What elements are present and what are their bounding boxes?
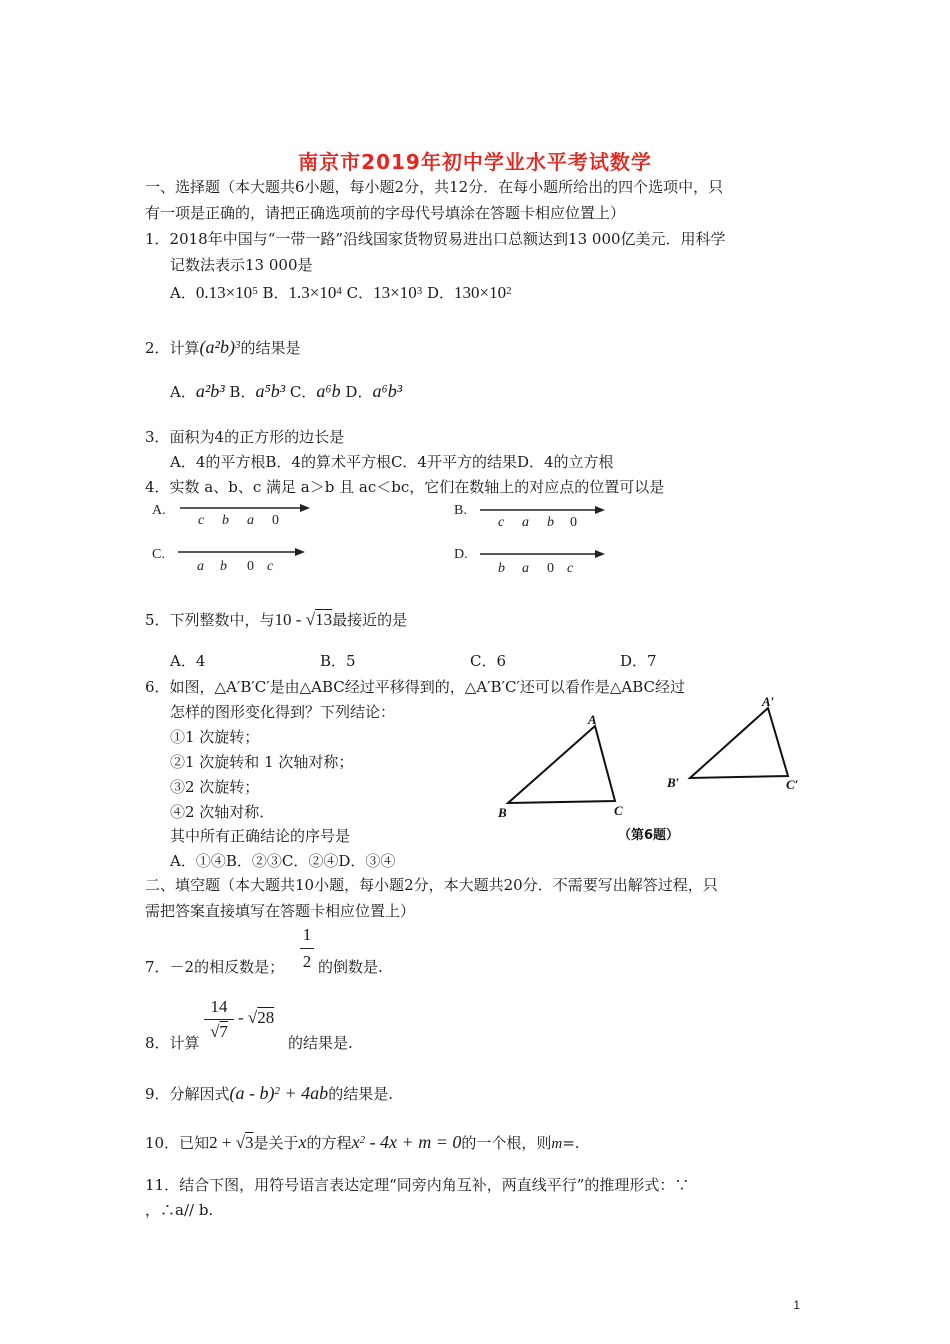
q6-conclusion: 其中所有正确结论的序号是 (170, 827, 351, 845)
page-title: 南京市2019年初中学业水平考试数学 (298, 150, 652, 174)
q2-option-b: a⁵b³ (255, 381, 286, 401)
axis-a-p2: b (222, 513, 229, 528)
axis-d-p3: 0 (547, 561, 554, 576)
section1-heading-line2: 有一项是正确的，请把正确选项前的字母代号填涂在答题卡相应位置上） (145, 204, 626, 222)
axis-a-p4: 0 (272, 513, 279, 528)
q9-expression: (a - b)$^2$ + 4ab (229, 1083, 329, 1103)
axis-c-p1: a (197, 559, 204, 574)
q8-fraction: 14 √7 (204, 996, 234, 1043)
q1-option-a: $0.13\times 10^5$ (195, 283, 258, 302)
q1-label-a: A． (170, 284, 196, 302)
triangle-abc-prime (690, 708, 788, 778)
figure-caption: （第6题） (618, 828, 680, 843)
q5-question: 5．下列整数中，与10 - √13最接近的是 (145, 610, 408, 629)
q10-question: 10．已知2 + √3是关于x的方程$x^2 - 4x + m = 0$的一个根，则m=. (145, 1132, 580, 1152)
label-b: B (498, 805, 507, 820)
label-b-prime: B′ (667, 775, 680, 790)
q4-number-lines (140, 496, 620, 580)
q8-suffix: 的结果是. (288, 1034, 353, 1052)
q6-item-3: ③2 次旋转； (170, 778, 260, 796)
q1-options (170, 282, 512, 304)
q1-option-c: $13\times 10^3$ (373, 283, 423, 302)
q10-root: 2 + √3 (209, 1133, 254, 1152)
q1-label-b: B． (262, 284, 289, 302)
axis-c-p2: b (220, 559, 227, 574)
q1-label-c: C． (346, 284, 374, 302)
q1-line2: 记数法表示13 000是 (170, 256, 313, 274)
q6-line1: 6．如图，△A′B′C′是由△ABC经过平移得到的，△A′B′C′还可以看作是△ABC经过 (145, 678, 686, 696)
axis-b-label: B. (454, 503, 467, 518)
q1-option-b: $1.3\times 10^4$ (288, 283, 342, 302)
q7-suffix: 的倒数是. (318, 958, 383, 976)
q5-option-d: D．7 (620, 652, 657, 670)
axis-b-p2: a (522, 515, 529, 530)
q2-option-c: a⁶b (316, 381, 341, 401)
axis-a-p3: a (247, 513, 254, 528)
q1-option-d: $130\times 10^2$ (454, 283, 512, 302)
axis-c-p4: c (267, 559, 274, 574)
q6-item-2: ②1 次旋转和 1 次轴对称； (170, 753, 354, 771)
q8-radical: - √28 (238, 1008, 275, 1027)
axis-b-p3: b (547, 515, 554, 530)
axis-b-p1: c (498, 515, 505, 530)
axis-c-label: C. (152, 547, 165, 562)
q7-prefix: 7．－2的相反数是； (145, 958, 285, 976)
triangle-abc (508, 726, 615, 803)
q1-line1: 1．2018年中国与“一带一路”沿线国家货物贸易进出口总额达到13 000亿美元．用科学 (145, 230, 726, 248)
label-a: A (588, 712, 597, 727)
q9-question: 9．分解因式(a - b)$^2$ + 4ab的结果是. (145, 1083, 393, 1103)
q5-option-b: B．5 (320, 652, 356, 670)
q5-option-c: C．6 (470, 652, 507, 670)
axis-a-p1: c (198, 513, 205, 528)
q3-options: A．4的平方根B．4的算术平方根C．4开平方的结果D．4的立方根 (170, 453, 614, 471)
axis-d-label: D. (454, 547, 468, 562)
q11-line1: 11．结合下图，用符号语言表达定理“同旁内角互补，两直线平行”的推理形式：∵ (145, 1176, 690, 1194)
axis-d-p4: c (567, 561, 574, 576)
q6-item-1: ①1 次旋转； (170, 728, 260, 746)
q11-line2: ，∴a// b. (145, 1201, 214, 1219)
q10-equation: $x^2 - 4x + m = 0$ (351, 1132, 462, 1152)
q5-option-a: A．4 (170, 652, 206, 670)
q2-expression: $(a^2b)^3$ (199, 337, 241, 357)
section2-heading-line2: 需把答案直接填写在答题卡相应位置上） (145, 902, 416, 920)
axis-d-p2: a (522, 561, 529, 576)
q2-options: A．a²b³ B．a⁵b³ C．a⁶b D．a⁶b³ (170, 381, 403, 401)
axis-d-p1: b (498, 561, 505, 576)
section1-heading-line1: 一、选择题（本大题共6小题，每小题2分，共12分．在每小题所给出的四个选项中，只 (145, 178, 724, 196)
q5-expression: 10 - √13 (274, 610, 333, 629)
page-number: 1 (793, 1298, 800, 1312)
q4-question: 4．实数 a、b、c 满足 a＞b 且 ac＜bc，它们在数轴上的对应点的位置可以是 (145, 478, 665, 496)
q2-option-d: a⁶b³ (372, 381, 403, 401)
section2-heading-line1: 二、填空题（本大题共10小题，每小题2分，本大题共20分．不需要写出解答过程，只 (145, 876, 718, 894)
label-c-prime: C′ (786, 777, 799, 792)
q7-fraction: 1 2 (300, 924, 314, 973)
label-a-prime: A′ (762, 696, 775, 709)
q1-label-d: D． (426, 284, 455, 302)
q2-question: 2．计算$(a^2b)^3$的结果是 (145, 337, 301, 357)
q3-question: 3．面积为4的正方形的边长是 (145, 428, 345, 446)
q6-triangle-figure (490, 696, 810, 846)
q6-item-4: ④2 次轴对称． (170, 803, 275, 821)
axis-b-p4: 0 (570, 515, 577, 530)
axis-c-p3: 0 (247, 559, 254, 574)
q6-options: A．①④B．②③C．②④D．③④ (170, 852, 396, 870)
q2-option-a: a²b³ (195, 381, 225, 401)
q8-prefix: 8．计算 (145, 1034, 200, 1052)
axis-a-label: A. (152, 503, 166, 518)
q6-line2: 怎样的图形变化得到？下列结论： (170, 703, 396, 721)
label-c: C (614, 803, 623, 818)
